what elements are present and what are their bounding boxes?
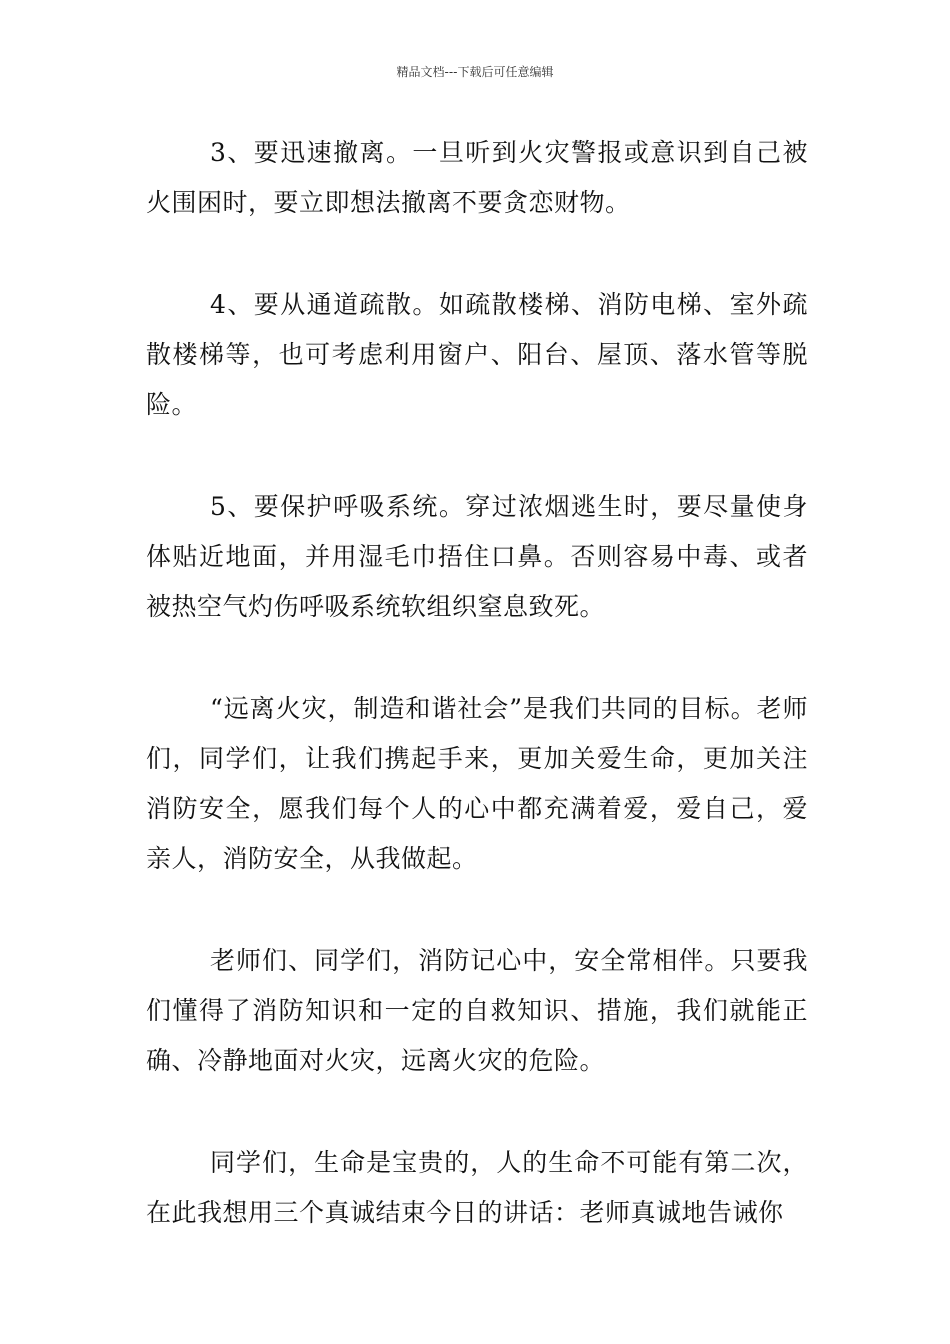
page-header: 精品文档---下载后可任意编辑 (396, 65, 554, 79)
paragraph-breathing: 5、要保护呼吸系统。穿过浓烟逃生时，要尽量使身体贴近地面，并用湿毛巾捂住口鼻。否则容易中毒、或者被热空气灼伤呼吸系统软组织窒息致死。 (146, 492, 808, 621)
paragraph-exit-routes: 4、要从通道疏散。如疏散楼梯、消防电梯、室外疏散楼梯等，也可考虑利用窗户、阳台、屋顶、落水管等脱险。 (146, 290, 808, 419)
paragraph-fire-safety: 老师们、同学们，消防记心中，安全常相伴。只要我们懂得了消防知识和一定的自救知识、措施，我们就能正确、冷静地面对火灾，远离火灾的危险。 (146, 946, 808, 1075)
paragraph-goal: “远离火灾，制造和谐社会”是我们共同的目标。老师们，同学们，让我们携起手来，更加关爱生命，更加关注消防安全，愿我们每个人的心中都充满着爱，爱自己，爱亲人，消防安全，从我做起。 (146, 694, 808, 873)
paragraph-evacuate: 3、要迅速撤离。一旦听到火灾警报或意识到自己被火围困时，要立即想法撤离不要贪恋财物。 (146, 138, 808, 217)
document-body (146, 128, 808, 1290)
paragraph-closing: 同学们，生命是宝贵的，人的生命不可能有第二次，在此我想用三个真诚结束今日的讲话：老师真诚地告诫你 (146, 1148, 808, 1227)
